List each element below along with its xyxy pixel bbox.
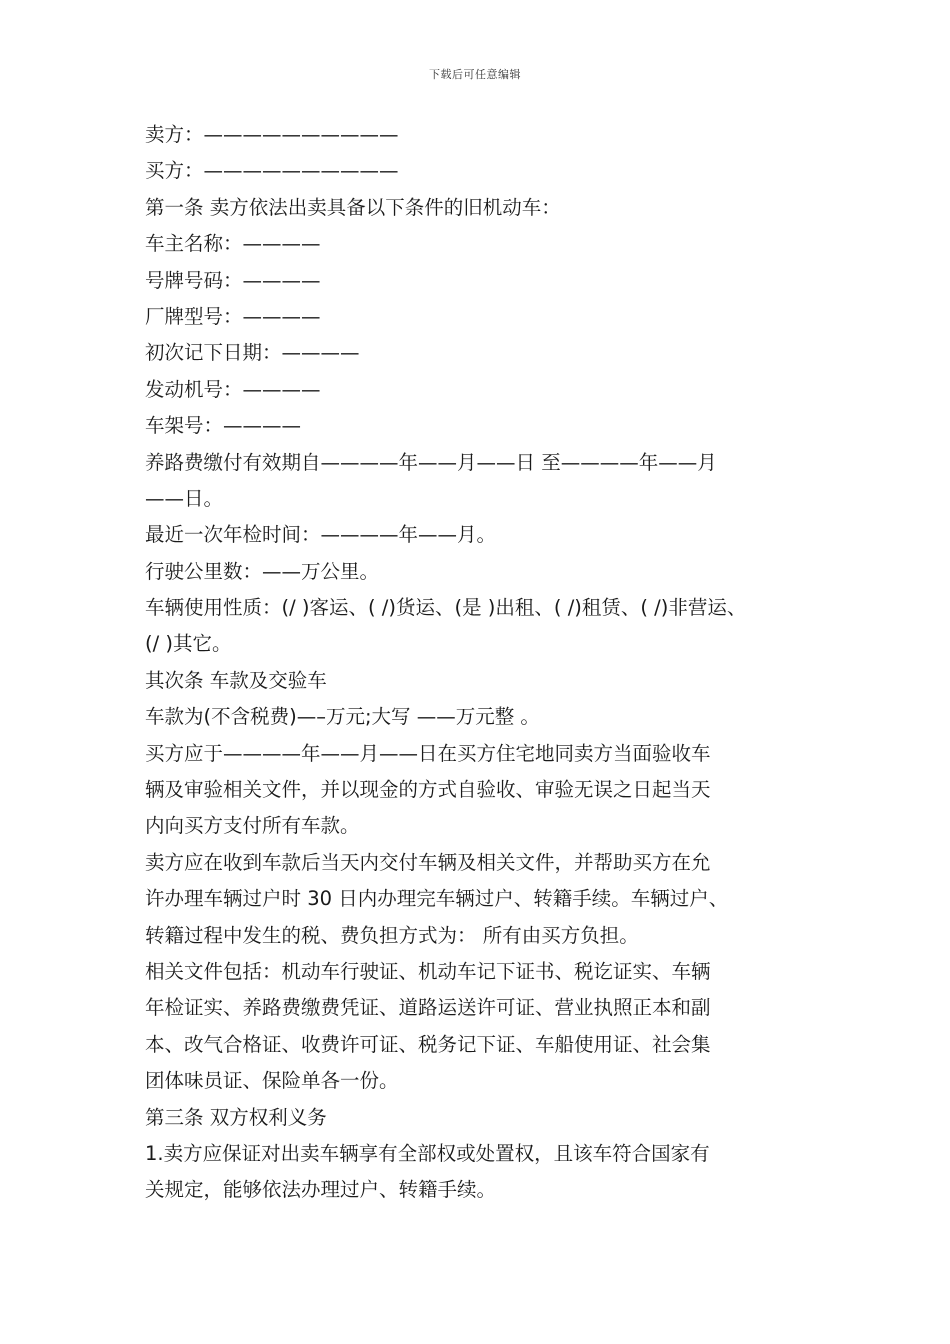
plate-number-line: 号牌号码：———— <box>145 268 321 292</box>
road-fee-period-line-cont: ——日。 <box>145 486 224 510</box>
buyer-line: 买方：—————————— <box>145 159 399 183</box>
documents-paragraph-line-4: 团体味员证、保险单各一份。 <box>145 1069 399 1093</box>
documents-paragraph-line-1: 相关文件包括：机动车行驶证、机动车记下证书、税讫证实、车辆 <box>145 959 711 983</box>
owner-name-line: 车主名称：———— <box>145 232 321 256</box>
payment-paragraph-line-1: 买方应于————年——月——日在买方住宅地同卖方当面验收车 <box>145 741 711 765</box>
delivery-paragraph-line-2: 许办理车辆过户时 30 日内办理完车辆过户、转籍手续。车辆过户、 <box>145 887 729 911</box>
payment-paragraph-line-2: 辆及审验相关文件，并以现金的方式自验收、审验无误之日起当天 <box>145 778 711 802</box>
documents-paragraph-line-3: 本、改气合格证、收费许可证、税务记下证、车船使用证、社会集 <box>145 1032 711 1056</box>
seller-line: 卖方：—————————— <box>145 123 399 146</box>
engine-number-line: 发动机号：———— <box>145 377 321 401</box>
obligation-1-line-1: 1.卖方应保证对出卖车辆享有全部权或处置权，且该车符合国家有 <box>145 1141 710 1165</box>
road-fee-period-line: 养路费缴付有效期自————年——月——日 至————年——月 <box>145 450 717 474</box>
documents-paragraph-line-2: 年检证实、养路费缴费凭证、道路运送许可证、营业执照正本和副 <box>145 996 711 1020</box>
price-line: 车款为(不含税费)—–万元;大写 ——万元整 。 <box>145 705 540 729</box>
delivery-paragraph-line-1: 卖方应在收到车款后当天内交付车辆及相关文件，并帮助买方在允 <box>145 850 711 874</box>
article-2-heading: 其次条 车款及交验车 <box>145 668 327 692</box>
header-note: 下载后可任意编辑 <box>429 68 521 81</box>
document-body <box>145 117 825 1209</box>
usage-nature-line-cont: (/ )其它。 <box>145 632 232 656</box>
last-inspection-line: 最近一次年检时间：————年——月。 <box>145 523 497 547</box>
registration-date-line: 初次记下日期：———— <box>145 341 360 365</box>
brand-model-line: 厂牌型号：———— <box>145 304 321 328</box>
mileage-line: 行驶公里数：——万公里。 <box>145 559 380 583</box>
usage-nature-line: 车辆使用性质：(/ )客运、( /)货运、(是 )出租、( /)租赁、( /)非营运、 <box>145 596 747 620</box>
delivery-paragraph-line-3: 转籍过程中发生的税、费负担方式为： 所有由买方负担。 <box>145 923 639 947</box>
article-1-heading: 第一条 卖方依法出卖具备以下条件的旧机动车： <box>145 195 561 219</box>
payment-paragraph-line-3: 内向买方支付所有车款。 <box>145 814 360 838</box>
obligation-1-line-2: 关规定，能够依法办理过户、转籍手续。 <box>145 1178 497 1202</box>
frame-number-line: 车架号：———— <box>145 414 302 438</box>
article-3-heading: 第三条 双方权利义务 <box>145 1105 327 1129</box>
